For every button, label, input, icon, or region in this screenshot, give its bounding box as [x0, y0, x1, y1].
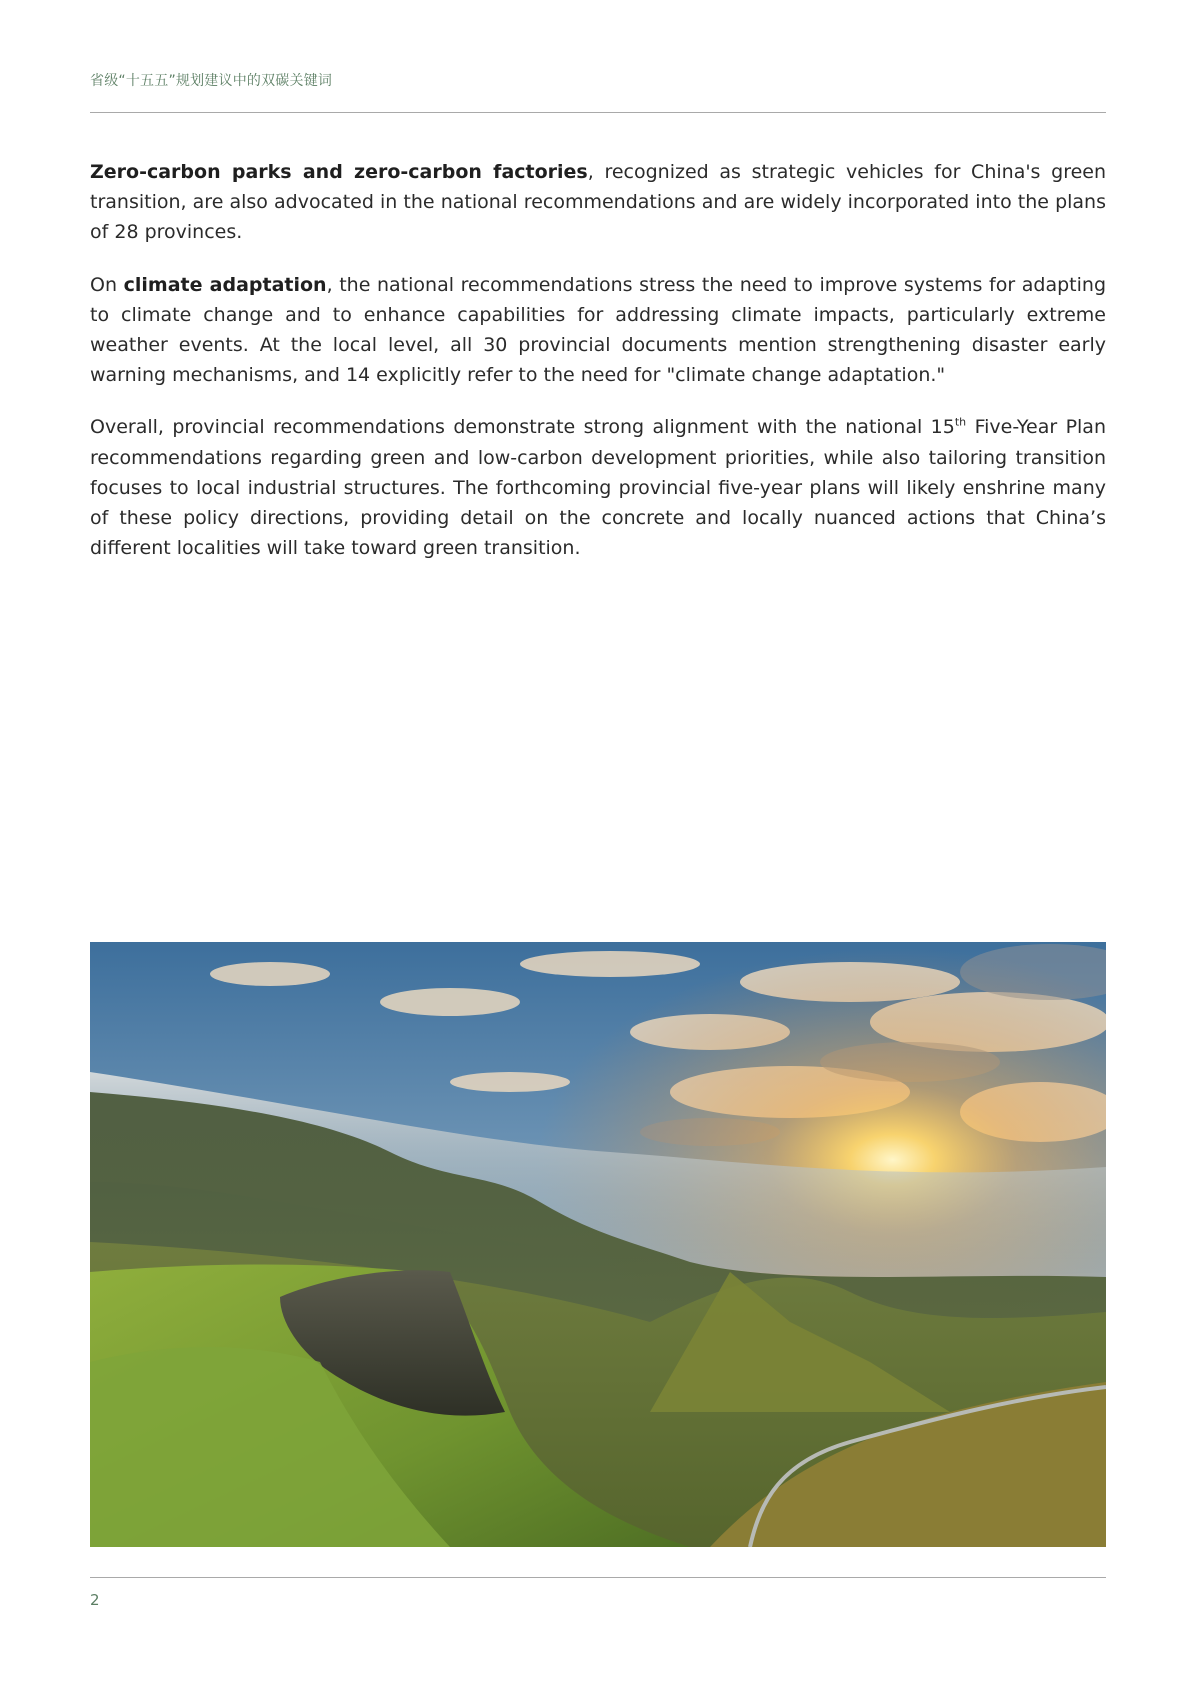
landscape-photo-illustration [90, 942, 1106, 1547]
running-header-title: 省级“十五五”规划建议中的双碳关键词 [90, 73, 333, 89]
paragraph-climate-adaptation [90, 270, 1106, 391]
paragraph-lead: On [90, 273, 124, 296]
paragraph-overall [90, 412, 1106, 563]
paragraph-bold-phrase: climate adaptation [123, 273, 327, 296]
body-text [90, 157, 1106, 585]
paragraph-bold-phrase: Zero-carbon parks and zero-carbon factories [90, 161, 588, 183]
paragraph-text: , recognized as strategic vehicles for China's green transition, are also advocated in the national recommendations and are widely incorporated into the plans of 28 provinces. [90, 161, 1107, 244]
paragraph-text: , the national recommendations stress the need to improve systems for adapting to climate change and to enhance capabilities for addressing climate impacts, particularly extreme weather events. At the local level, all 30 provincial documents mention strengthening disaster early warning mechanisms, and 14 explicitly refer to the need for "climate change adaptation." [90, 273, 1107, 387]
ordinal-superscript: th [954, 416, 967, 430]
paragraph-zero-carbon [90, 157, 1106, 248]
paragraph-text: Five-Year Plan recommendations regarding green and low-carbon development priorities, while also tailoring transition focuses to local industrial structures. The forthcoming provincial five-year plans will likely enshrine many of these policy directions, providing detail on the concrete and locally nuanced actions that China’s different localities will take toward green transition. [90, 416, 1106, 560]
header-divider [90, 112, 1106, 113]
footer-divider [90, 1577, 1106, 1578]
landscape-photo [90, 942, 1106, 1547]
paragraph-lead: Overall, provincial recommendations demonstrate strong alignment with the national 15 [90, 416, 955, 439]
page-number: 2 [90, 1591, 100, 1609]
